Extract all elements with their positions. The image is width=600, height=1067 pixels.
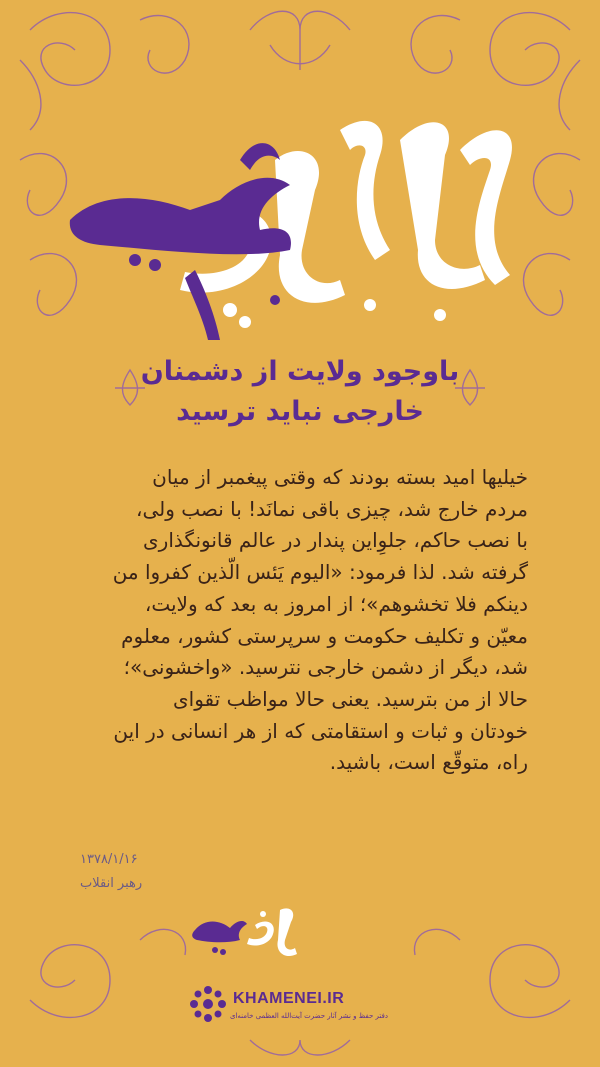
quote-line: معیّن و تکلیف حکومت و سرپرستی کشور، معلوم <box>121 623 528 648</box>
quote-line: راه، متوقّع است، باشید. <box>329 750 528 775</box>
quote-line: شد، دیگر از دشمن خارجی نترسید. «واخشونی»؛ <box>123 655 528 680</box>
quote-line: حالا از من بترسید. یعنی حالا مواظب تقوای <box>173 686 528 711</box>
footer-branding <box>180 980 420 1040</box>
site-tagline: دفتر حفظ و نشر آثار حضرت آیت‌الله العظمی خامنه‌ای <box>230 1012 388 1020</box>
quote-line: با نصب حاکم، جلوِاین پندار در عالم قانونگذاری <box>143 528 528 553</box>
quote-source: رهبر انقلاب <box>80 876 143 891</box>
title-calligraphy-artwork <box>40 100 560 340</box>
quote-line: مردم خارج شد، چیزی باقی نمانَد! با نصب ولی، <box>135 496 528 521</box>
quote-line: دینکم فلا تخشوهم»؛ از امروز به بعد که ولایت، <box>144 591 528 616</box>
quote-body <box>72 462 528 779</box>
headline-line-2: خارجی نباید ترسید <box>176 396 424 427</box>
headline <box>60 352 540 432</box>
quote-line: گرفته شد. لذا فرمود: «الیوم یَئس الّذین کفروا من <box>112 560 528 585</box>
site-name: KHAMENEI.IR <box>233 990 345 1007</box>
khamenei-logo-icon <box>188 984 228 1024</box>
quote-date: ۱۳۷۸/۱/۱۶ <box>80 852 138 867</box>
quote-line: خودتان و ثبات و استقامتی که از هر انسانی در این <box>113 718 528 743</box>
eid-ghadir-logo <box>185 900 305 960</box>
headline-line-1: باوجود ولایت از دشمنان <box>140 356 460 387</box>
quote-line: خیلیها امید بسته بودند که وقتی پیغمبر از میان <box>152 465 528 489</box>
